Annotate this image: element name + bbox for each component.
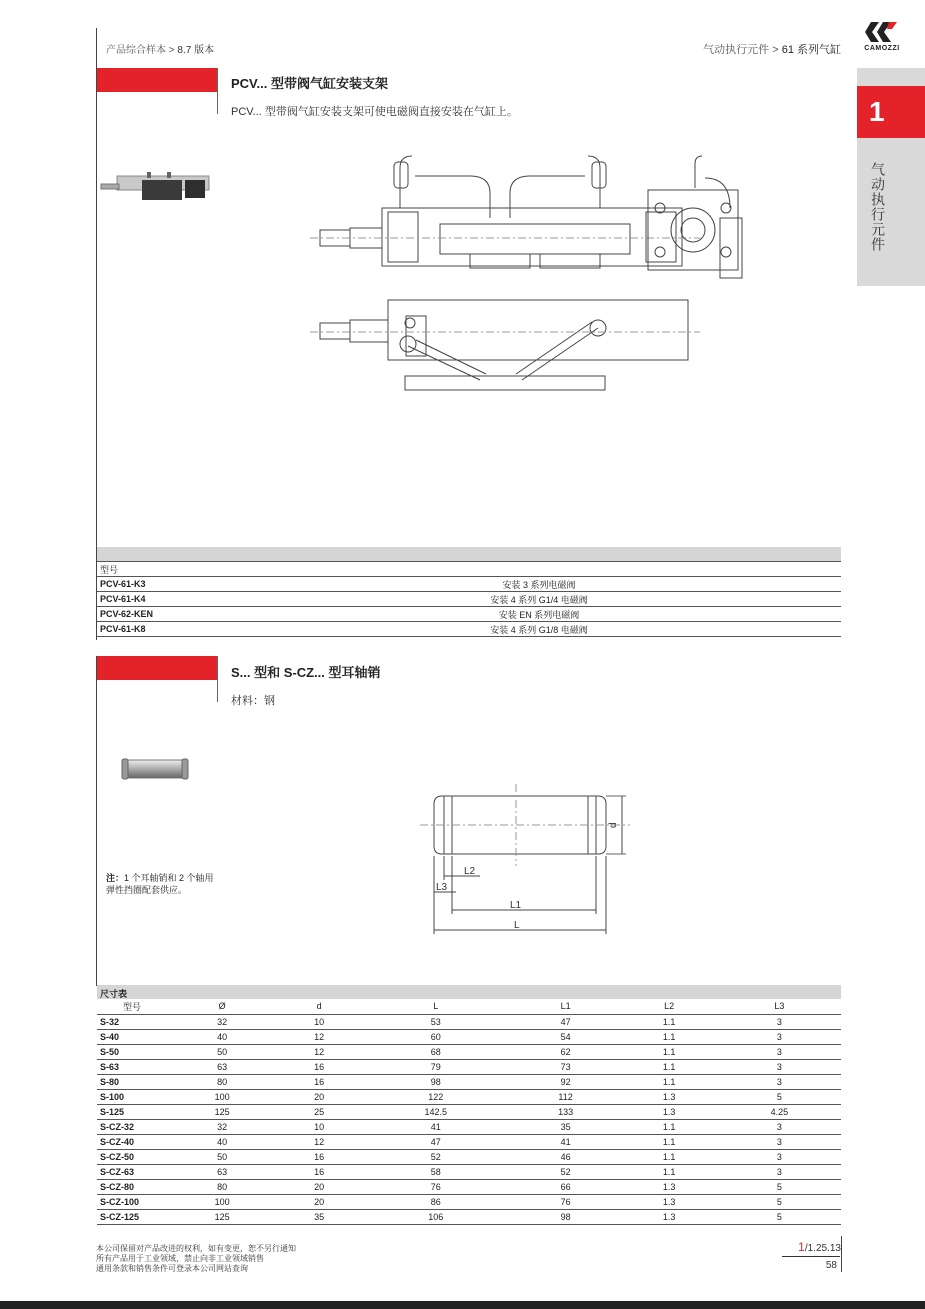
footer-disclaimer: [96, 1244, 296, 1274]
dimension-table-title: 尺寸表: [100, 989, 128, 999]
row-code: S-CZ-63: [97, 1164, 167, 1179]
table-row: [97, 1104, 841, 1119]
footer-divider: [841, 1236, 842, 1272]
table-cell: 1.1: [621, 1134, 718, 1149]
table-row: [97, 1059, 841, 1074]
table-row: [97, 1194, 841, 1209]
table-row: [97, 1209, 841, 1224]
table-cell: 100: [167, 1089, 277, 1104]
table-cell: 20: [277, 1089, 361, 1104]
row-code: PCV-61-K4: [97, 592, 237, 607]
table-cell: 3: [718, 1059, 841, 1074]
table-cell: 3: [718, 1149, 841, 1164]
row-code: S-50: [97, 1044, 167, 1059]
table-cell: 47: [361, 1134, 510, 1149]
table-cell: 80: [167, 1179, 277, 1194]
table-cell: 63: [167, 1059, 277, 1074]
section1-title: PCV... 型带阀气缸安装支架: [231, 76, 388, 91]
table-cell: 3: [718, 1044, 841, 1059]
logo-wordmark: CAMOZZI: [864, 45, 900, 52]
table-row: [97, 1179, 841, 1194]
table-cell: 5: [718, 1194, 841, 1209]
table-cell: 12: [277, 1029, 361, 1044]
dim-label-l3: L3: [436, 882, 448, 893]
table-cell: 10: [277, 1119, 361, 1134]
table-cell: 10: [277, 1014, 361, 1029]
table-row: [97, 622, 841, 637]
table-cell: 1.3: [621, 1104, 718, 1119]
pin-photo: [118, 756, 192, 782]
table-cell: 60: [361, 1029, 510, 1044]
table-cell: 40: [167, 1029, 277, 1044]
table-cell: 125: [167, 1104, 277, 1119]
row-code: S-CZ-125: [97, 1209, 167, 1224]
table-row: [97, 1029, 841, 1044]
table-cell: 35: [277, 1209, 361, 1224]
table-cell: 62: [511, 1044, 621, 1059]
row-code: S-32: [97, 1014, 167, 1029]
row-code: PCV-62-KEN: [97, 607, 237, 622]
table-cell: 52: [511, 1164, 621, 1179]
page-code: 1/1.25.13: [798, 1240, 841, 1254]
table-cell: 58: [361, 1164, 510, 1179]
cylinder-with-valve-photo: [97, 168, 217, 208]
row-code: S-80: [97, 1074, 167, 1089]
table-row: [97, 1134, 841, 1149]
table-cell: 3: [718, 1074, 841, 1089]
table-cell: 20: [277, 1194, 361, 1209]
side-tab-label: 气动执行元件: [870, 162, 886, 252]
table-cell: 76: [511, 1194, 621, 1209]
pcv-technical-drawing: [310, 148, 760, 398]
section1-table: [97, 561, 841, 637]
section1-red-bar: [97, 68, 217, 92]
table-cell: 76: [361, 1179, 510, 1194]
table-cell: 79: [361, 1059, 510, 1074]
row-code: PCV-61-K8: [97, 622, 237, 637]
table-row: [97, 592, 841, 607]
side-tab-number: 1: [857, 86, 925, 138]
table-cell: 3: [718, 1164, 841, 1179]
row-code: PCV-61-K3: [97, 577, 237, 592]
table-cell: 1.3: [621, 1194, 718, 1209]
table-cell: 5: [718, 1179, 841, 1194]
table-cell: 3: [718, 1119, 841, 1134]
table-cell: 98: [361, 1074, 510, 1089]
table-cell: 100: [167, 1194, 277, 1209]
table-cell: 125: [167, 1209, 277, 1224]
table-cell: 73: [511, 1059, 621, 1074]
table-row: [97, 1074, 841, 1089]
table-cell: 16: [277, 1164, 361, 1179]
dim-label-l1: L1: [510, 900, 522, 911]
row-desc: 安装 EN 系列电磁阀: [237, 607, 841, 622]
table-cell: 4.25: [718, 1104, 841, 1119]
camozzi-logo: [857, 18, 907, 56]
table-cell: 1.3: [621, 1089, 718, 1104]
section1-divider: [217, 68, 218, 114]
table-row: [97, 1044, 841, 1059]
table-cell: 50: [167, 1149, 277, 1164]
column-header: 型号: [97, 999, 167, 1014]
row-desc: 安装 4 系列 G1/4 电磁阀: [237, 592, 841, 607]
table-cell: 1.1: [621, 1059, 718, 1074]
table-cell: 41: [511, 1134, 621, 1149]
section2-description: 材料：钢: [231, 695, 275, 707]
table-cell: 1.1: [621, 1119, 718, 1134]
table-cell: 54: [511, 1029, 621, 1044]
table-cell: 12: [277, 1134, 361, 1149]
table-cell: 50: [167, 1044, 277, 1059]
table-cell: 1.1: [621, 1149, 718, 1164]
column-header: L1: [511, 999, 621, 1014]
section2-divider: [217, 656, 218, 702]
page-number: 58: [825, 1260, 837, 1271]
bottom-bar: [0, 1301, 925, 1309]
table-cell: 106: [361, 1209, 510, 1224]
column-header: L3: [718, 999, 841, 1014]
section1-description: PCV... 型带阀气缸安装支架可使电磁阀直接安装在气缸上。: [231, 106, 518, 118]
table-cell: 41: [361, 1119, 510, 1134]
row-desc: 安装 4 系列 G1/8 电磁阀: [237, 622, 841, 637]
table-cell: 1.1: [621, 1014, 718, 1029]
table-cell: 112: [511, 1089, 621, 1104]
table-row: [97, 1014, 841, 1029]
table-cell: 25: [277, 1104, 361, 1119]
table-cell: 20: [277, 1179, 361, 1194]
table-cell: 1.3: [621, 1209, 718, 1224]
dim-label-l2: L2: [464, 866, 476, 877]
row-code: S-CZ-50: [97, 1149, 167, 1164]
table-cell: 1.1: [621, 1164, 718, 1179]
table-cell: 133: [511, 1104, 621, 1119]
table-cell: 16: [277, 1074, 361, 1089]
table-cell: 1.1: [621, 1044, 718, 1059]
table-cell: 142.5: [361, 1104, 510, 1119]
pin-technical-drawing: [420, 784, 640, 936]
row-code: S-100: [97, 1089, 167, 1104]
table-cell: 66: [511, 1179, 621, 1194]
page-code-underline: [782, 1256, 840, 1257]
table-cell: 47: [511, 1014, 621, 1029]
table-header-model: 型号: [97, 562, 841, 577]
table-cell: 40: [167, 1134, 277, 1149]
row-code: S-125: [97, 1104, 167, 1119]
row-code: S-CZ-80: [97, 1179, 167, 1194]
table-row: [97, 1164, 841, 1179]
table-cell: 52: [361, 1149, 510, 1164]
row-code: S-CZ-100: [97, 1194, 167, 1209]
table-row: [97, 577, 841, 592]
table-cell: 5: [718, 1089, 841, 1104]
table-cell: 92: [511, 1074, 621, 1089]
dimension-table: [97, 999, 841, 1225]
table-cell: 122: [361, 1089, 510, 1104]
row-code: S-CZ-32: [97, 1119, 167, 1134]
row-desc: 安装 3 系列电磁阀: [237, 577, 841, 592]
section2-note: 注：1 个耳轴销和 2 个轴用弹性挡圈配套供应。: [106, 873, 214, 895]
table-cell: 86: [361, 1194, 510, 1209]
table-cell: 98: [511, 1209, 621, 1224]
table-cell: 53: [361, 1014, 510, 1029]
table-cell: 80: [167, 1074, 277, 1089]
column-header: Ø: [167, 999, 277, 1014]
table-cell: 46: [511, 1149, 621, 1164]
section2-red-bar: [97, 656, 217, 680]
table-row: [97, 1089, 841, 1104]
row-code: S-63: [97, 1059, 167, 1074]
table-cell: 1.3: [621, 1179, 718, 1194]
column-header: L2: [621, 999, 718, 1014]
table-row: [97, 1149, 841, 1164]
table-cell: 1.1: [621, 1029, 718, 1044]
table-row: [97, 1119, 841, 1134]
table-cell: 68: [361, 1044, 510, 1059]
row-code: S-40: [97, 1029, 167, 1044]
footer-line: 通用条款和销售条件可登录本公司网站查询: [96, 1264, 248, 1273]
table-cell: 16: [277, 1059, 361, 1074]
table-cell: 1.1: [621, 1074, 718, 1089]
table-cell: 3: [718, 1134, 841, 1149]
breadcrumb-left: 产品综合样本 > 8.7 版本: [106, 45, 215, 56]
table-header-row: [97, 562, 841, 577]
table-row: [97, 607, 841, 622]
dim-label-d: d: [608, 822, 619, 828]
footer-line: 所有产品用于工业领域，禁止向非工业领域销售: [96, 1254, 264, 1263]
dimension-table-band: [97, 985, 841, 999]
table-header-row: [97, 999, 841, 1014]
table-cell: 3: [718, 1029, 841, 1044]
table-cell: 5: [718, 1209, 841, 1224]
table-cell: 35: [511, 1119, 621, 1134]
table-cell: 16: [277, 1149, 361, 1164]
left-margin-line-2: [96, 656, 97, 986]
table-cell: 32: [167, 1119, 277, 1134]
dim-label-l: L: [514, 920, 520, 931]
section1-table-band: [97, 547, 841, 561]
column-header: d: [277, 999, 361, 1014]
table-cell: 32: [167, 1014, 277, 1029]
footer-line: 本公司保留对产品改进的权利，如有变更，恕不另行通知: [96, 1244, 296, 1253]
table-cell: 12: [277, 1044, 361, 1059]
section2-title: S... 型和 S-CZ... 型耳轴销: [231, 665, 381, 680]
table-cell: 63: [167, 1164, 277, 1179]
column-header: L: [361, 999, 510, 1014]
table-cell: 3: [718, 1014, 841, 1029]
row-code: S-CZ-40: [97, 1134, 167, 1149]
breadcrumb-right: 气动执行元件 > 61 系列气缸: [703, 44, 841, 56]
